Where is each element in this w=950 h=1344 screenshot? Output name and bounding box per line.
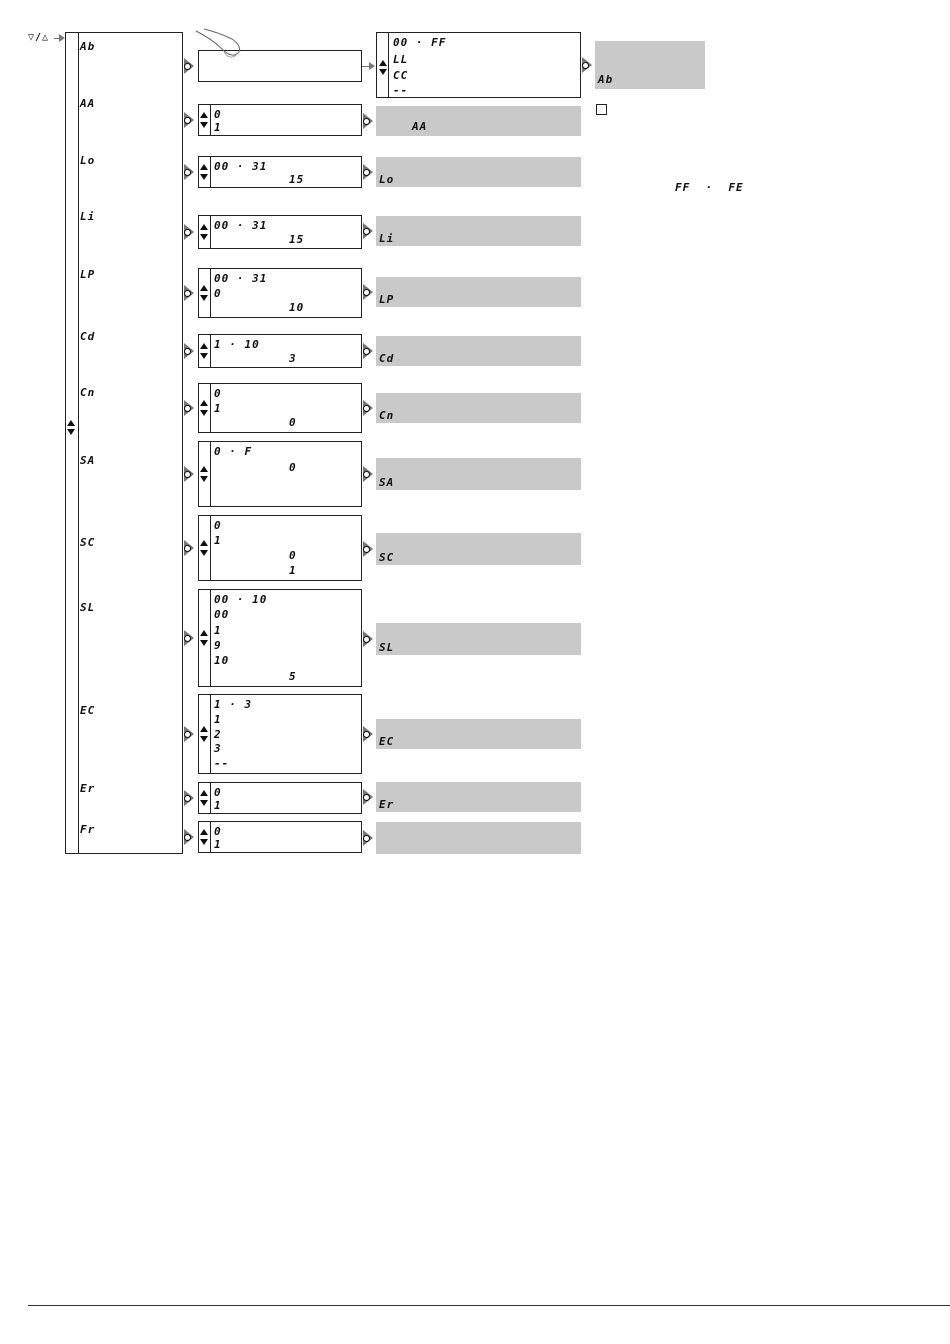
- ab-option[interactable]: 00 · FF: [393, 36, 447, 49]
- value-line: [214, 698, 359, 711]
- value-dot: [363, 471, 370, 478]
- menu-dot: [184, 635, 191, 642]
- menu-up-icon[interactable]: [67, 420, 75, 426]
- menu-dot: [184, 169, 191, 176]
- result-box-sl: [376, 623, 581, 655]
- value-line: [214, 272, 359, 285]
- value-option: 2: [214, 727, 222, 741]
- value-line: [214, 338, 359, 351]
- value-line: [214, 786, 359, 799]
- value-box-lp: [198, 268, 362, 318]
- nav-key-label: ▽/△: [28, 32, 50, 43]
- default-value: 15: [289, 173, 305, 186]
- menu-dot: [184, 229, 191, 236]
- value-option: 10: [214, 654, 230, 668]
- value-line: [214, 799, 359, 812]
- ab-options-dot: [582, 62, 589, 69]
- value-line: [214, 728, 359, 741]
- result-code: EC: [379, 735, 395, 748]
- ab-option[interactable]: --: [393, 84, 409, 97]
- menu-dot: [184, 545, 191, 552]
- menu-dot: [184, 405, 191, 412]
- value-option: 0: [214, 286, 222, 300]
- menu-item-ec[interactable]: EC: [80, 704, 96, 717]
- default-value: 0: [289, 549, 297, 562]
- value-option: 0: [214, 786, 222, 799]
- value-down-icon[interactable]: [200, 122, 208, 128]
- value-line: [214, 838, 359, 851]
- result-box-lp: [376, 277, 581, 307]
- value-up-icon[interactable]: [200, 829, 208, 835]
- value-up-icon[interactable]: [200, 164, 208, 170]
- value-down-icon[interactable]: [200, 640, 208, 646]
- footer-rule: [28, 1305, 950, 1306]
- result-box-sc: [376, 533, 581, 565]
- value-box-ec: [198, 694, 362, 774]
- value-line: [214, 825, 359, 838]
- value-line: [214, 757, 359, 770]
- value-dot: [363, 405, 370, 412]
- value-dot: [363, 348, 370, 355]
- value-line: [214, 402, 359, 415]
- value-up-icon[interactable]: [200, 726, 208, 732]
- value-option: 1: [214, 838, 222, 851]
- value-dot: [363, 228, 370, 235]
- value-option: 1 · 3: [214, 698, 253, 711]
- value-line: [214, 519, 359, 532]
- finger-press-icon: [194, 27, 254, 67]
- value-down-icon[interactable]: [200, 353, 208, 359]
- result-box-cn: [376, 393, 581, 423]
- value-dot: [363, 794, 370, 801]
- value-line: [214, 287, 359, 300]
- result-code: SC: [379, 551, 395, 564]
- value-up-icon[interactable]: [200, 630, 208, 636]
- menu-dot: [184, 348, 191, 355]
- value-line: [214, 534, 359, 547]
- value-up-icon[interactable]: [200, 540, 208, 546]
- ab-options-box: [376, 32, 581, 98]
- value-down-icon[interactable]: [200, 234, 208, 240]
- value-down-icon[interactable]: [200, 800, 208, 806]
- value-dot: [363, 731, 370, 738]
- menu-dot: [184, 63, 191, 70]
- default-value: 15: [289, 233, 305, 246]
- value-up-icon[interactable]: [200, 790, 208, 796]
- value-box-lo: [198, 156, 362, 188]
- ab-option[interactable]: CC: [393, 69, 409, 82]
- result-code: SA: [379, 476, 395, 489]
- menu-dot: [184, 471, 191, 478]
- result-code: Lo: [379, 173, 395, 186]
- result-box-fr: [376, 822, 581, 854]
- value-box-sa: [198, 441, 362, 507]
- result-box-er: [376, 782, 581, 812]
- value-line: [214, 742, 359, 755]
- default-value: 0: [289, 461, 297, 474]
- value-option: 0: [214, 519, 222, 532]
- value-down-icon[interactable]: [200, 476, 208, 482]
- menu-item-lp[interactable]: LP: [80, 268, 96, 281]
- value-option: 1: [214, 799, 222, 812]
- ab-result-code: Ab: [598, 73, 614, 86]
- menu-item-er[interactable]: Er: [80, 782, 96, 795]
- value-option: 0 · F: [214, 445, 253, 458]
- value-line: [214, 608, 359, 621]
- value-box-li: [198, 215, 362, 249]
- default-value: 1: [289, 564, 297, 577]
- default-value: 0: [289, 416, 297, 430]
- value-up-icon[interactable]: [200, 285, 208, 291]
- menu-item-li[interactable]: Li: [80, 210, 96, 223]
- value-option: 00 · 10: [214, 593, 268, 606]
- value-dot: [363, 835, 370, 842]
- value-dot: [363, 636, 370, 643]
- value-dot: [363, 546, 370, 553]
- value-box-cd: [198, 334, 362, 368]
- value-up-icon[interactable]: [200, 466, 208, 472]
- press-box[interactable]: [198, 50, 362, 82]
- value-box-fr: [198, 821, 362, 853]
- value-option: 1: [214, 623, 222, 637]
- value-down-icon[interactable]: [200, 550, 208, 556]
- result-code: SL: [379, 641, 395, 654]
- menu-down-icon[interactable]: [67, 429, 75, 435]
- value-option: 1: [214, 121, 222, 134]
- value-line: [214, 654, 359, 667]
- menu-item-sa[interactable]: SA: [80, 454, 96, 467]
- value-down-icon[interactable]: [200, 174, 208, 180]
- value-dot: [363, 118, 370, 125]
- value-down-icon[interactable]: [200, 295, 208, 301]
- menu-item-sc[interactable]: SC: [80, 536, 96, 549]
- ab-option[interactable]: LL: [393, 53, 409, 66]
- value-option: 1: [214, 534, 222, 547]
- value-up-icon[interactable]: [200, 112, 208, 118]
- value-option: 1: [214, 401, 222, 415]
- value-dot: [363, 169, 370, 176]
- value-option: 00 · 31: [214, 219, 268, 232]
- default-value: 3: [289, 352, 297, 365]
- menu-item-aa[interactable]: AA: [80, 97, 96, 110]
- menu-dot: [184, 834, 191, 841]
- menu-item-ab[interactable]: Ab: [80, 40, 96, 53]
- menu-item-cn[interactable]: Cn: [80, 386, 96, 399]
- value-option: 00: [214, 608, 230, 622]
- value-up-icon[interactable]: [200, 400, 208, 406]
- value-option: 1 · 10: [214, 338, 260, 351]
- value-line: [214, 160, 359, 173]
- menu-dot: [184, 117, 191, 124]
- menu-item-sl[interactable]: SL: [80, 601, 96, 614]
- value-down-icon[interactable]: [200, 839, 208, 845]
- press-arrowhead: [369, 62, 375, 70]
- value-option: 1: [214, 712, 222, 726]
- result-code: Cn: [379, 409, 395, 422]
- result-box-cd: [376, 336, 581, 366]
- menu-dot: [184, 731, 191, 738]
- menu-item-lo[interactable]: Lo: [80, 154, 96, 167]
- menu-dot: [184, 290, 191, 297]
- result-box-ec: [376, 719, 581, 749]
- value-option: 3: [214, 742, 222, 756]
- value-box-aa: [198, 104, 362, 136]
- value-option: 0: [214, 387, 222, 400]
- value-line: [214, 593, 359, 606]
- value-line: [214, 387, 359, 400]
- value-line: [214, 639, 359, 652]
- result-box-lo: [376, 157, 581, 187]
- result-code: Cd: [379, 352, 395, 365]
- menu-scroll-strip[interactable]: [66, 33, 79, 853]
- value-dot: [363, 289, 370, 296]
- value-option: 00 · 31: [214, 160, 268, 173]
- value-box-er: [198, 782, 362, 814]
- menu-dot: [184, 795, 191, 802]
- value-option: 9: [214, 639, 222, 652]
- value-option: --: [214, 757, 230, 771]
- value-line: [214, 121, 359, 134]
- value-down-icon[interactable]: [200, 410, 208, 416]
- value-line: [214, 445, 359, 458]
- value-option: 0: [214, 108, 222, 121]
- ab-result-box: [595, 41, 705, 89]
- value-down-icon[interactable]: [200, 736, 208, 742]
- menu-item-fr[interactable]: Fr: [80, 823, 96, 836]
- menu-item-cd[interactable]: Cd: [80, 330, 96, 343]
- value-box-sc: [198, 515, 362, 581]
- ab-down-icon[interactable]: [379, 69, 387, 75]
- value-line: [214, 713, 359, 726]
- result-box-sa: [376, 458, 581, 490]
- value-line: [214, 108, 359, 121]
- default-value: 5: [289, 669, 297, 683]
- value-box-sl: [198, 589, 362, 687]
- value-option: 00 · 31: [214, 272, 268, 285]
- note-checkbox[interactable]: [596, 104, 607, 115]
- value-up-icon[interactable]: [200, 343, 208, 349]
- result-box-li: [376, 216, 581, 246]
- result-code: Li: [379, 232, 395, 245]
- ab-up-icon[interactable]: [379, 60, 387, 66]
- note-text: FF · FE: [675, 181, 744, 194]
- result-code: AA: [412, 120, 428, 133]
- value-line: [214, 624, 359, 637]
- result-code: Er: [379, 798, 395, 811]
- result-box-aa: [376, 106, 581, 136]
- result-code: LP: [379, 293, 395, 306]
- default-value: 10: [289, 301, 305, 315]
- value-up-icon[interactable]: [200, 224, 208, 230]
- value-option: 0: [214, 825, 222, 838]
- value-line: [214, 219, 359, 232]
- value-box-cn: [198, 383, 362, 433]
